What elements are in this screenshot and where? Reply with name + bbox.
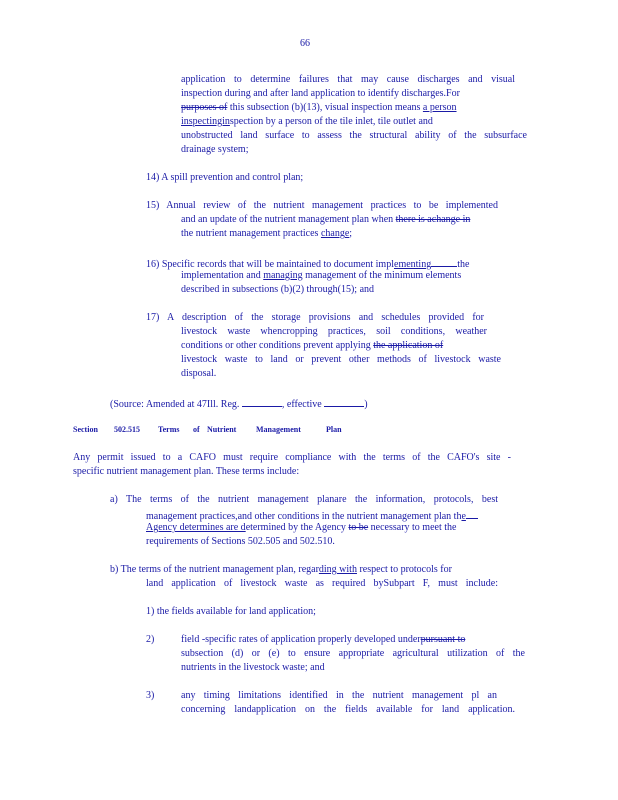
intro-inserted-person: a person [422,102,457,113]
item-16-line-2-text: implementation and [181,270,264,281]
item-b3-line-2: concerning landapplication on the fields available for land application. [181,704,515,715]
source-note-text: (Source: Amended at 47Ill. Reg. [110,399,242,410]
section-title-word-2: of [193,425,200,434]
section-number: 502.515 [114,425,140,434]
item-17-line-4: livestock waste to land or prevent other methods of livestock waste [181,354,501,365]
intro-line-4 [181,116,433,128]
item-a-line-3-rest: necessary to meet the [368,522,457,533]
item-b3-line-1: any timing limitations identified in the nutrient management pl an [181,690,497,701]
section-label: Section [73,425,98,434]
item-b2-line-2: subsection (d) or (e) to ensure appropriate agricultural utilization of the [181,648,525,659]
item-b-inserted: ding with [318,564,357,575]
intro-line-1: application to determine failures that may cause discharges and visual [181,74,515,85]
item-a-underline-blank [466,508,478,519]
item-16-line-2-rest: management of the minimum elements [302,270,462,281]
section-title-word-5: Plan [326,425,342,434]
intro-line-3-text: this subsection (b)(13), visual inspection means [227,102,423,113]
item-b2-line-1 [181,634,465,646]
item-17-deleted: the application of [373,340,444,351]
item-b1: 1) the fields available for land application; [146,606,316,617]
item-17-line-3-text: conditions or other conditions prevent applying [181,340,374,351]
item-b3-number: 3) [146,690,155,701]
item-16-inserted-managing: managing [263,270,303,281]
item-b-line-1-text: b) The terms of the nutrient management plan, regar [110,564,319,575]
item-a-line-3-text: etermined by the Agency [245,522,349,533]
item-a-line-1: a) The terms of the nutrient management planare the information, protocols, best [110,494,498,505]
item-16-line-1 [146,256,469,271]
intro-line-2-text: inspection during and after land application to identify discharges. [181,88,447,99]
item-16-line-2 [181,270,461,282]
item-a-inserted-e: e [461,511,466,522]
intro-line-3 [181,102,457,114]
intro-deleted-purposes: purposes of [181,102,228,113]
item-17-line-1: 17) A description of the storage provisions and schedules provided for [146,312,484,323]
item-16-line-3: described in subsections (b)(2) through(15); and [181,284,375,295]
page-number: 66 [300,38,310,49]
item-b2-deleted: pursuant to [420,634,466,645]
item-16-inserted: ementing [394,259,432,270]
item-17-line-5: disposal. [181,368,217,379]
item-a-line-3 [146,522,456,534]
item-b2-number: 2) [146,634,155,645]
item-a-deleted-to-be: to be [348,522,369,533]
intro-inserted-inspecting: inspectingin [181,116,230,127]
intro-line-4-text: spection by a person of the tile inlet, tile outlet and [229,116,433,127]
item-a-line-4: requirements of Sections 502.505 and 502.510. [146,536,335,547]
item-a-inserted-agency: Agency determines are d [146,522,246,533]
source-note-close: ) [364,399,368,410]
item-15-line-3 [181,228,352,240]
item-14: 14) A spill prevention and control plan; [146,172,304,183]
item-16-line-1-text: 16) Specific records that will be maintained to document impl [146,259,394,270]
source-reg-blank [242,396,282,407]
item-b2-line-1-text: field -specific rates of application properly developed under [181,634,421,645]
item-b-line-1-rest: respect to protocols for [356,564,452,575]
section-title-word-1: Terms [158,425,180,434]
item-a-line-2-text: management practices,and other conditions in the nutrient management plan th [146,511,462,522]
item-16-line-1-the: the [457,259,470,270]
item-a-line-2 [146,508,478,523]
item-16-underline-blank [431,256,457,267]
item-15-line-1: 15) Annual review of the nutrient management practices to be implemented [146,200,498,211]
intro-line-2 [181,88,515,100]
item-17-line-2: livestock waste whencropping practices, soil conditions, weather [181,326,487,337]
intro-line-2-for: For [446,88,460,99]
item-b2-line-3: nutrients in the livestock waste; and [181,662,325,673]
section-title-word-3: Nutrient [207,425,237,434]
item-15-line-2-text: and an update of the nutrient management plan when [181,214,396,225]
section-title-word-4: Management [256,425,301,434]
item-15-line-3-text: the nutrient management practices [181,228,321,239]
para-line-1: Any permit issued to a CAFO must require compliance with the terms of the CAFO's site - [73,452,511,463]
item-17-line-3 [181,340,443,352]
item-b-line-2: land application of livestock waste as required bySubpart F, must include: [146,578,498,589]
intro-line-5: unobstructed land surface to assess the structural ability of the subsurface [181,130,527,141]
item-b-line-1 [110,564,452,576]
para-line-2: specific nutrient management plan. These terms include: [73,466,300,477]
item-15-deleted: there is achange in [395,214,471,225]
intro-line-6: drainage system; [181,144,249,155]
source-note [110,396,368,411]
item-15-inserted: change [320,228,350,239]
item-15-line-3-end: ; [349,228,353,239]
source-note-effective: , effective [281,399,325,410]
item-15-line-2 [181,214,470,226]
source-effective-blank [324,396,364,407]
